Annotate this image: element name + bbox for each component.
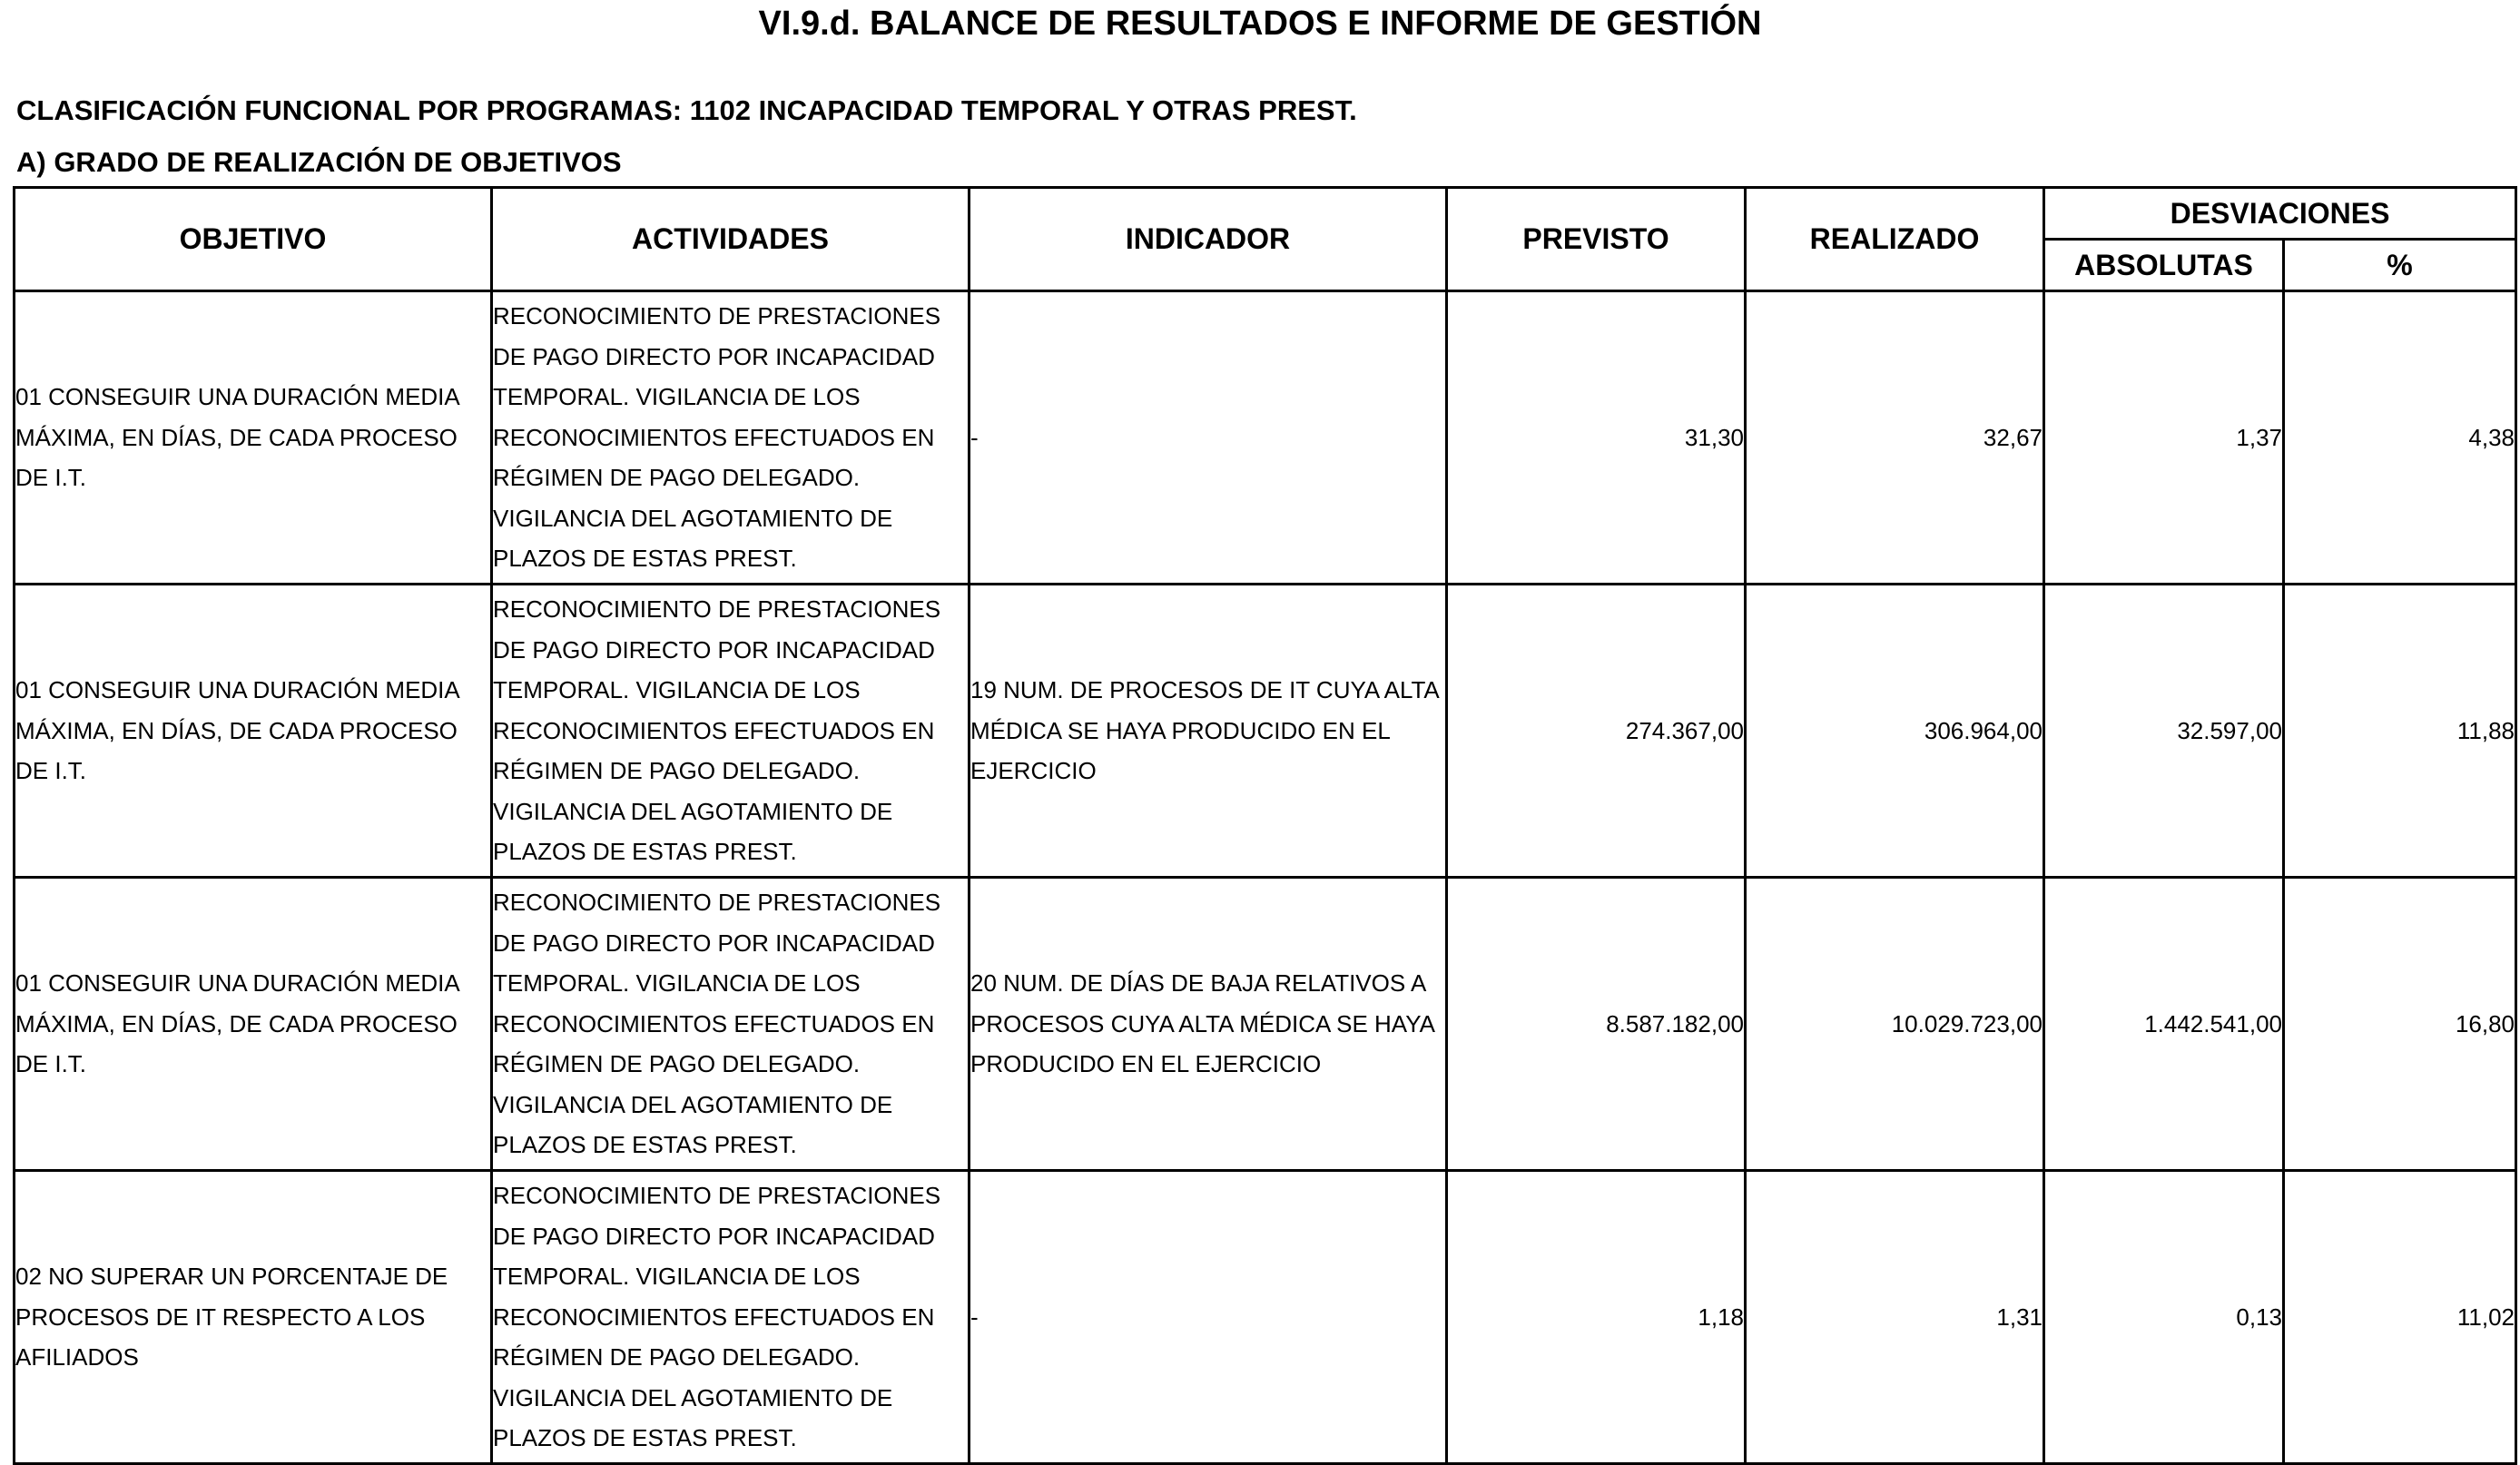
cell-actividades: RECONOCIMIENTO DE PRESTACIONES DE PAGO DIRECTO POR INCAPACIDAD TEMPORAL. VIGILANCIA DE LOS RECONOCIMIENTOS EFECTUADOS EN RÉGIMEN DE PAGO DELEGADO. VIGILANCIA DEL AGOTAMIENTO DE PLAZOS DE ESTAS PREST.	[492, 878, 970, 1171]
cell-absolutas: 1.442.541,00	[2044, 878, 2284, 1171]
cell-realizado: 10.029.723,00	[1746, 878, 2044, 1171]
cell-previsto: 8.587.182,00	[1447, 878, 1746, 1171]
cell-realizado: 32,67	[1746, 291, 2044, 585]
page-title: VI.9.d. BALANCE DE RESULTADOS E INFORME DE GESTIÓN	[758, 5, 1762, 43]
cell-actividades: RECONOCIMIENTO DE PRESTACIONES DE PAGO DIRECTO POR INCAPACIDAD TEMPORAL. VIGILANCIA DE LOS RECONOCIMIENTOS EFECTUADOS EN RÉGIMEN DE PAGO DELEGADO. VIGILANCIA DEL AGOTAMIENTO DE PLAZOS DE ESTAS PREST.	[492, 585, 970, 878]
cell-porcentaje: 4,38	[2284, 291, 2516, 585]
cell-actividades: RECONOCIMIENTO DE PRESTACIONES DE PAGO DIRECTO POR INCAPACIDAD TEMPORAL. VIGILANCIA DE LOS RECONOCIMIENTOS EFECTUADOS EN RÉGIMEN DE PAGO DELEGADO. VIGILANCIA DEL AGOTAMIENTO DE PLAZOS DE ESTAS PREST.	[492, 291, 970, 585]
cell-previsto: 31,30	[1447, 291, 1746, 585]
section-heading: A) GRADO DE REALIZACIÓN DE OBJETIVOS	[16, 146, 622, 178]
cell-objetivo: 01 CONSEGUIR UNA DURACIÓN MEDIA MÁXIMA, EN DÍAS, DE CADA PROCESO DE I.T.	[15, 585, 492, 878]
header-objetivo: OBJETIVO	[15, 188, 492, 291]
header-absolutas: ABSOLUTAS	[2044, 240, 2284, 291]
cell-absolutas: 0,13	[2044, 1171, 2284, 1464]
cell-objetivo: 01 CONSEGUIR UNA DURACIÓN MEDIA MÁXIMA, EN DÍAS, DE CADA PROCESO DE I.T.	[15, 291, 492, 585]
cell-absolutas: 32.597,00	[2044, 585, 2284, 878]
table-header-row	[15, 188, 2516, 240]
cell-porcentaje: 11,02	[2284, 1171, 2516, 1464]
cell-objetivo: 01 CONSEGUIR UNA DURACIÓN MEDIA MÁXIMA, EN DÍAS, DE CADA PROCESO DE I.T.	[15, 878, 492, 1171]
table-row	[15, 878, 2516, 1171]
header-porcentaje: %	[2284, 240, 2516, 291]
header-indicador: INDICADOR	[970, 188, 1447, 291]
cell-porcentaje: 16,80	[2284, 878, 2516, 1171]
cell-previsto: 274.367,00	[1447, 585, 1746, 878]
cell-objetivo: 02 NO SUPERAR UN PORCENTAJE DE PROCESOS DE IT RESPECTO A LOS AFILIADOS	[15, 1171, 492, 1464]
header-desviaciones: DESVIACIONES	[2044, 188, 2516, 240]
table-row	[15, 1171, 2516, 1464]
cell-indicador: 20 NUM. DE DÍAS DE BAJA RELATIVOS A PROCESOS CUYA ALTA MÉDICA SE HAYA PRODUCIDO EN EL EJERCICIO	[970, 878, 1447, 1171]
cell-previsto: 1,18	[1447, 1171, 1746, 1464]
cell-indicador: 19 NUM. DE PROCESOS DE IT CUYA ALTA MÉDICA SE HAYA PRODUCIDO EN EL EJERCICIO	[970, 585, 1447, 878]
table-row	[15, 585, 2516, 878]
cell-indicador: -	[970, 1171, 1447, 1464]
classification-heading: CLASIFICACIÓN FUNCIONAL POR PROGRAMAS: 1102 INCAPACIDAD TEMPORAL Y OTRAS PREST.	[16, 94, 1357, 126]
cell-absolutas: 1,37	[2044, 291, 2284, 585]
cell-porcentaje: 11,88	[2284, 585, 2516, 878]
table-row	[15, 291, 2516, 585]
cell-realizado: 1,31	[1746, 1171, 2044, 1464]
cell-actividades: RECONOCIMIENTO DE PRESTACIONES DE PAGO DIRECTO POR INCAPACIDAD TEMPORAL. VIGILANCIA DE LOS RECONOCIMIENTOS EFECTUADOS EN RÉGIMEN DE PAGO DELEGADO. VIGILANCIA DEL AGOTAMIENTO DE PLAZOS DE ESTAS PREST.	[492, 1171, 970, 1464]
objectives-table	[13, 186, 2517, 1465]
cell-realizado: 306.964,00	[1746, 585, 2044, 878]
cell-indicador: -	[970, 291, 1447, 585]
header-previsto: PREVISTO	[1447, 188, 1746, 291]
header-actividades: ACTIVIDADES	[492, 188, 970, 291]
header-realizado: REALIZADO	[1746, 188, 2044, 291]
